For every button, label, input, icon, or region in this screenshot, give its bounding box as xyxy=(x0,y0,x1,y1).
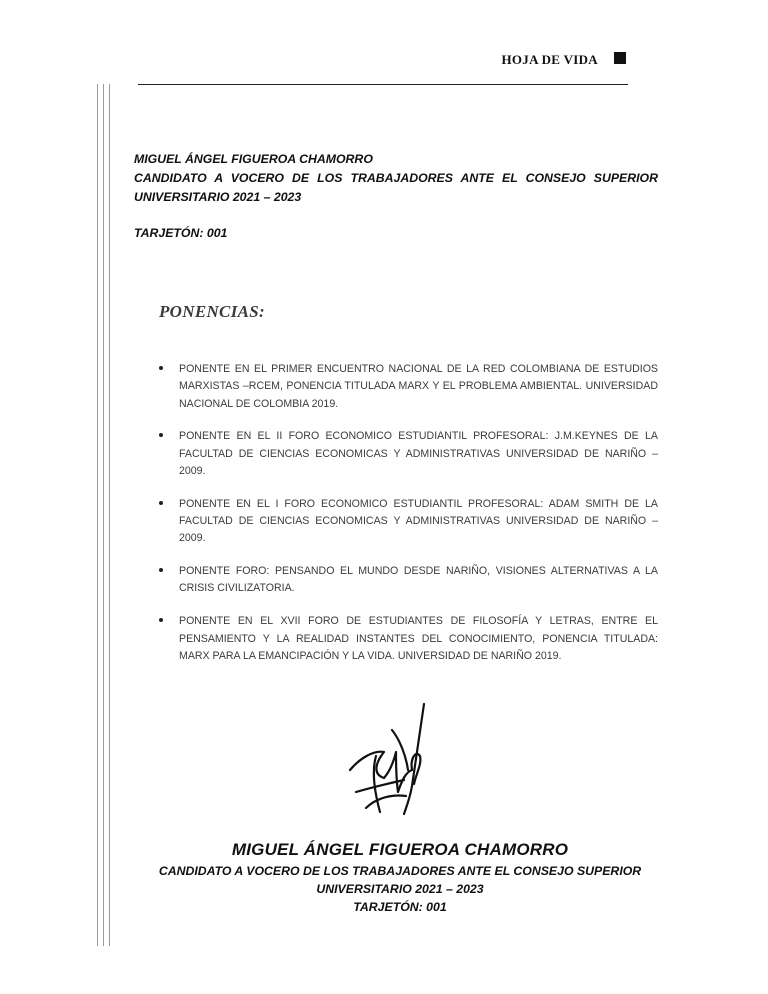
margin-rule xyxy=(109,84,110,946)
list-item xyxy=(158,563,658,598)
candidate-header xyxy=(134,150,658,243)
list-item xyxy=(158,428,658,480)
bullet-icon xyxy=(159,618,163,622)
list-item-text: PONENTE EN EL PRIMER ENCUENTRO NACIONAL DE LA RED COLOMBIANA DE ESTUDIOS MARXISTAS –RCEM, PONENCIA TITULADA MARX Y EL PROBLEMA AMBIENTAL. UNIVERSIDAD NACIONAL DE COLOMBIA 2019. xyxy=(179,363,658,410)
header-divider xyxy=(138,84,628,85)
header-title: HOJA DE VIDA xyxy=(501,52,598,67)
list-item-text: PONENTE EN EL XVII FORO DE ESTUDIANTES DE FILOSOFÍA Y LETRAS, ENTRE EL PENSAMIENTO Y LA REALIDAD INSTANTES DEL CONOCIMIENTO, PONENCIA TITULADA: MARX PARA LA EMANCIPACIÓN Y LA VIDA. UNIVERSIDAD DE NARIÑO 2019. xyxy=(179,615,658,662)
candidate-name: MIGUEL ÁNGEL FIGUEROA CHAMORRO xyxy=(134,152,373,166)
margin-rule xyxy=(103,84,104,946)
list-item-text: PONENTE EN EL II FORO ECONOMICO ESTUDIANTIL PROFESORAL: J.M.KEYNES DE LA FACULTAD DE CIENCIAS ECONOMICAS Y ADMINISTRATIVAS UNIVERSIDAD DE NARIÑO – 2009. xyxy=(179,430,658,477)
header-square-icon xyxy=(614,52,626,64)
ballot-number: TARJETÓN: 001 xyxy=(134,226,228,240)
candidate-role-line-2: UNIVERSITARIO 2021 – 2023 xyxy=(316,882,484,896)
signature xyxy=(336,700,446,820)
ballot-number: TARJETÓN: 001 xyxy=(353,900,447,914)
margin-rule xyxy=(97,84,98,946)
bullet-icon xyxy=(159,501,163,505)
candidate-footer xyxy=(110,838,690,916)
list-item xyxy=(158,496,658,548)
candidate-name: MIGUEL ÁNGEL FIGUEROA CHAMORRO xyxy=(231,840,569,859)
bullet-icon xyxy=(159,366,163,370)
bullet-icon xyxy=(159,568,163,572)
list-item-text: PONENTE FORO: PENSANDO EL MUNDO DESDE NARIÑO, VISIONES ALTERNATIVAS A LA CRISIS CIVILIZATORIA. xyxy=(179,565,658,595)
ponencias-list xyxy=(158,361,658,681)
bullet-icon xyxy=(159,433,163,437)
list-item-text: PONENTE EN EL I FORO ECONOMICO ESTUDIANTIL PROFESORAL: ADAM SMITH DE LA FACULTAD DE CIENCIAS ECONOMICAS Y ADMINISTRATIVAS UNIVERSIDAD DE NARIÑO – 2009. xyxy=(179,497,658,545)
candidate-role: CANDIDATO A VOCERO DE LOS TRABAJADORES ANTE EL CONSEJO SUPERIOR UNIVERSITARIO 2021 – 2023 xyxy=(134,171,658,204)
section-heading: PONENCIAS: xyxy=(159,302,265,321)
list-item xyxy=(158,613,658,665)
candidate-role-line-1: CANDIDATO A VOCERO DE LOS TRABAJADORES ANTE EL CONSEJO SUPERIOR xyxy=(158,864,642,878)
list-item xyxy=(158,361,658,413)
